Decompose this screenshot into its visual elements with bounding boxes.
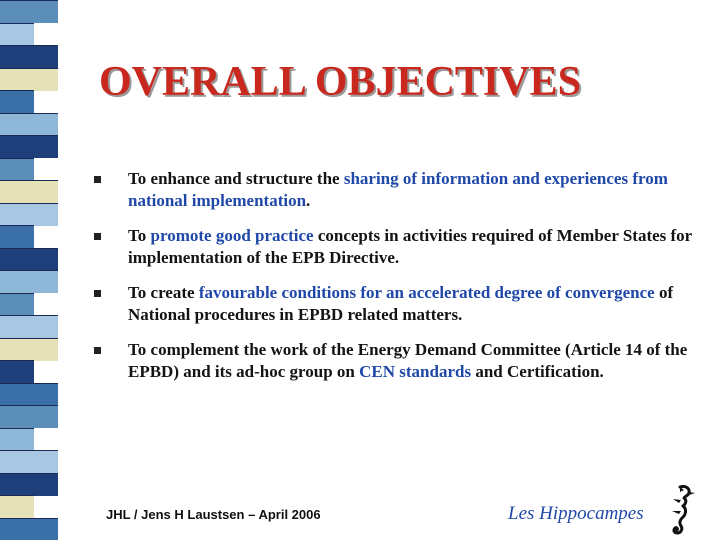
stripe-band: [0, 68, 58, 91]
objective-text: To create: [128, 283, 199, 302]
stripe-band: [0, 338, 58, 361]
objective-item: [94, 225, 694, 269]
highlighted-phrase: favourable conditions for an accelerated degree of convergence: [198, 283, 655, 302]
stripe-band: [0, 315, 58, 338]
slide-title: OVERALL OBJECTIVES: [99, 59, 581, 105]
stripe-band: [0, 383, 58, 406]
stripe-band: [0, 270, 58, 293]
highlighted-phrase: CEN standards: [359, 362, 472, 381]
highlighted-phrase: promote good practice: [150, 226, 314, 245]
stripe-band: [0, 495, 34, 518]
square-bullet-icon: [94, 290, 101, 297]
objective-text: To: [128, 226, 151, 245]
footer-brand: Les Hippocampes: [508, 503, 644, 524]
objective-text: and Certification.: [471, 362, 604, 381]
stripe-band: [0, 518, 58, 540]
seahorse-logo-icon: [660, 484, 696, 536]
objective-text: To complement the work of the Energy Demand Committee (Article 14 of the EPBD) and its ad-hoc group on: [128, 340, 688, 381]
stripe-band: [0, 158, 34, 181]
stripe-band: [0, 248, 58, 271]
objective-text: To enhance and structure the: [128, 169, 344, 188]
stripe-band: [0, 473, 58, 496]
stripe-band: [0, 293, 34, 316]
stripe-band: [0, 45, 58, 68]
objective-item: [94, 168, 694, 212]
objective-item: [94, 282, 694, 326]
objective-item: [94, 339, 694, 383]
stripe-band: [0, 360, 34, 383]
decorative-left-stripe: [0, 0, 66, 540]
stripe-band: [0, 180, 58, 203]
square-bullet-icon: [94, 176, 101, 183]
stripe-band: [0, 23, 34, 46]
stripe-band: [0, 225, 34, 248]
stripe-band: [0, 135, 58, 158]
stripe-band: [0, 203, 58, 226]
stripe-band: [0, 113, 58, 136]
stripe-band: [0, 428, 34, 451]
objective-text: .: [306, 191, 311, 210]
stripe-band: [0, 0, 58, 23]
footer-author: JHL / Jens H Laustsen – April 2006: [106, 507, 321, 522]
stripe-band: [0, 405, 58, 428]
objective-text: of National procedures in EPBD related matters.: [128, 283, 674, 324]
objective-text: concepts in activities required of Member States for implementation of the EPB Directive.: [128, 226, 692, 267]
square-bullet-icon: [94, 347, 101, 354]
objectives-list: [94, 168, 694, 396]
stripe-band: [0, 90, 34, 113]
highlighted-phrase: sharing of information and experiences from national implementation: [128, 169, 668, 210]
square-bullet-icon: [94, 233, 101, 240]
stripe-band: [0, 450, 58, 473]
